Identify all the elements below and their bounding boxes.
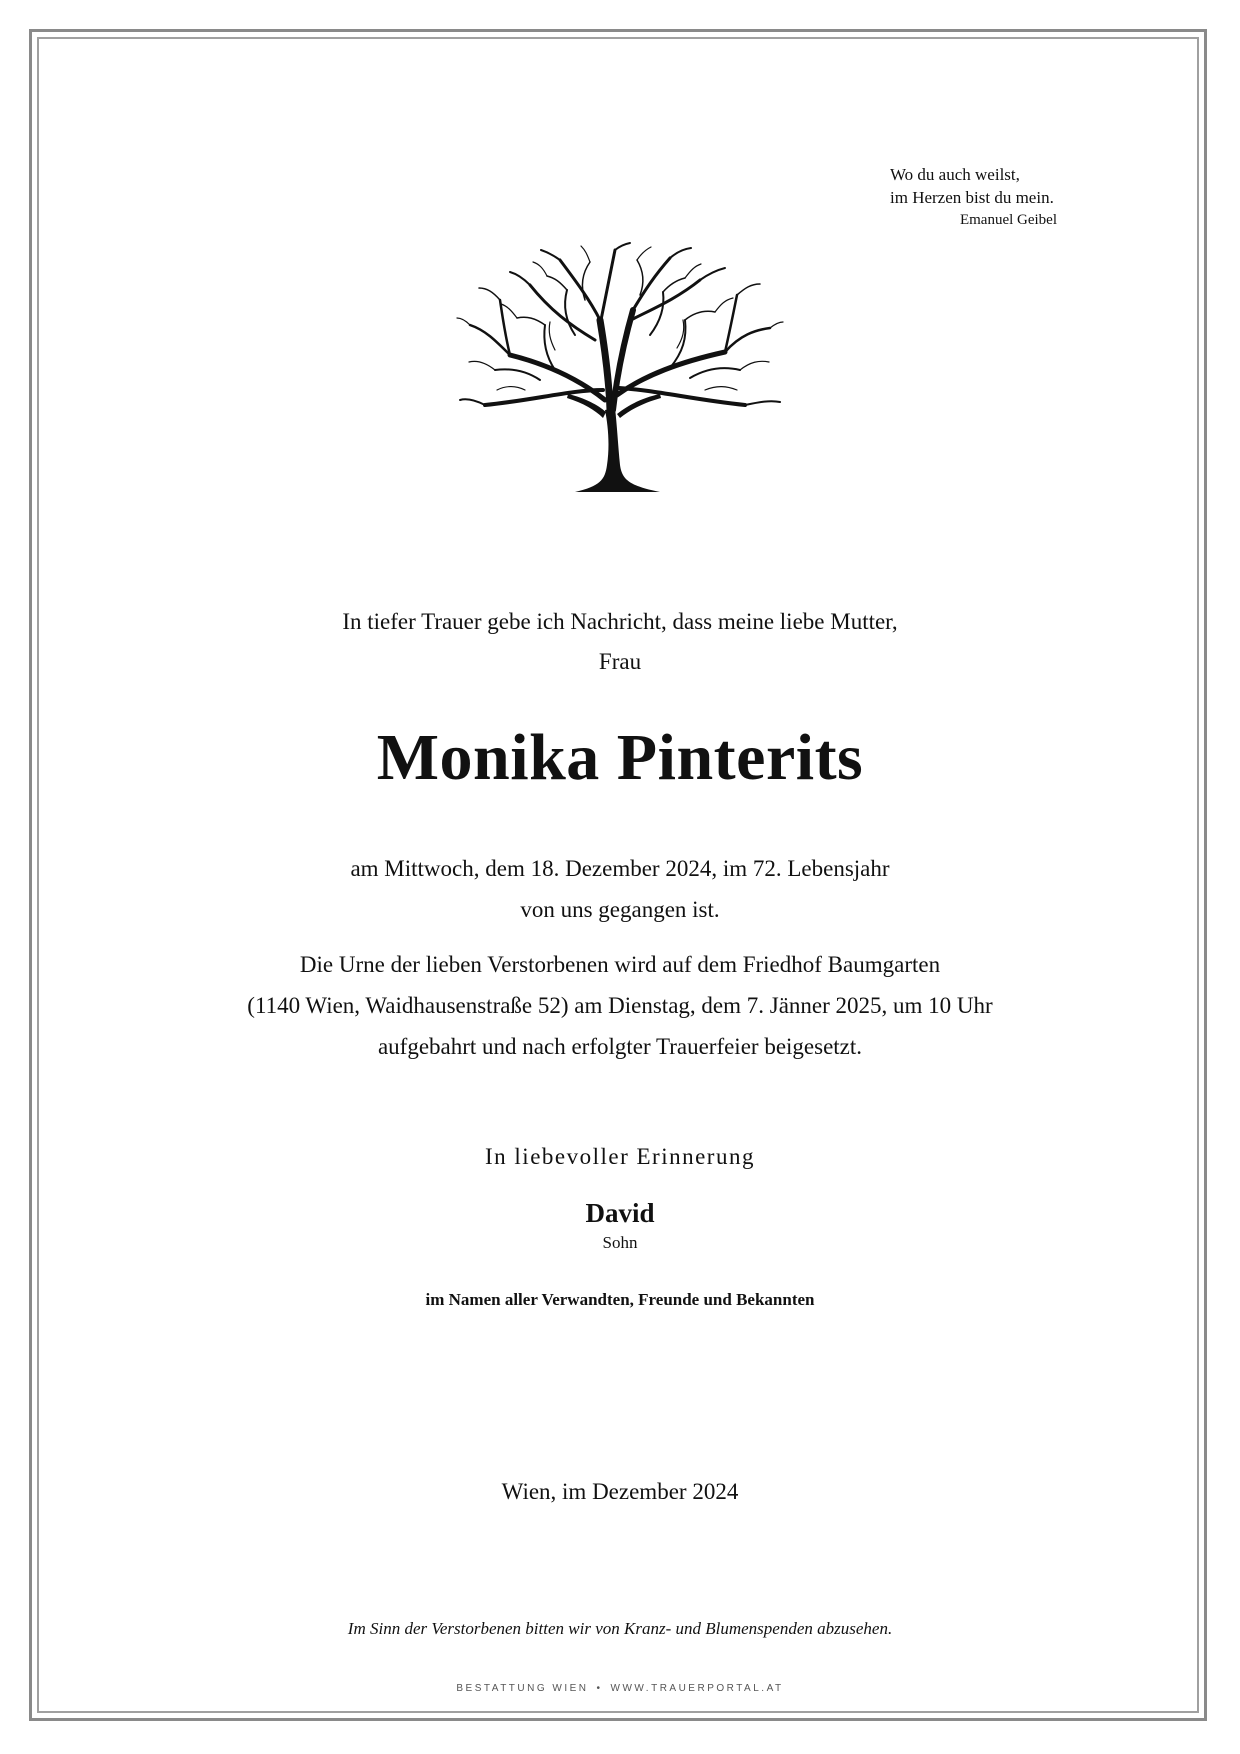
footer-separator: • (596, 1683, 603, 1694)
funeral-paragraph (0, 944, 1240, 1067)
tree-silhouette-icon (455, 240, 785, 500)
signer-name: David (585, 1198, 655, 1228)
funeral-line-3: aufgebahrt und nach erfolgter Trauerfeier beigesetzt. (377, 1034, 863, 1059)
quote-line-2: im Herzen bist du mein. (890, 188, 1054, 207)
footer-website: WWW.TRAUERPORTAL.AT (610, 1683, 784, 1694)
quote-author: Emanuel Geibel (959, 212, 1057, 228)
footer (0, 1682, 1240, 1696)
quote-line-1: Wo du auch weilst, (890, 165, 1020, 184)
flower-request: Im Sinn der Verstorbenen bitten wir von Kranz- und Blumenspenden abzusehen. (347, 1619, 893, 1638)
footer-company: BESTATTUNG WIEN (456, 1683, 589, 1694)
funeral-line-2: (1140 Wien, Waidhausenstraße 52) am Dienstag, dem 7. Jänner 2025, um 10 Uhr (247, 993, 993, 1018)
intro-line-1: In tiefer Trauer gebe ich Nachricht, dass meine liebe Mutter, (342, 609, 898, 634)
passing-line-1: am Mittwoch, dem 18. Dezember 2024, im 72. Lebensjahr (350, 856, 890, 881)
signer-relation: Sohn (602, 1233, 638, 1252)
behalf-line: im Namen aller Verwandten, Freunde und Bekannten (425, 1290, 815, 1309)
passing-line-2: von uns gegangen ist. (520, 897, 720, 922)
funeral-line-1: Die Urne der lieben Verstorbenen wird auf dem Friedhof Baumgarten (299, 952, 941, 977)
intro-line-2: Frau (598, 649, 642, 674)
deceased-name: Monika Pinterits (376, 721, 864, 794)
place-date: Wien, im Dezember 2024 (501, 1479, 739, 1504)
passing-paragraph (0, 848, 1240, 930)
memory-heading: In liebevoller Erinnerung (485, 1144, 755, 1169)
epigraph-quote (757, 163, 1057, 232)
